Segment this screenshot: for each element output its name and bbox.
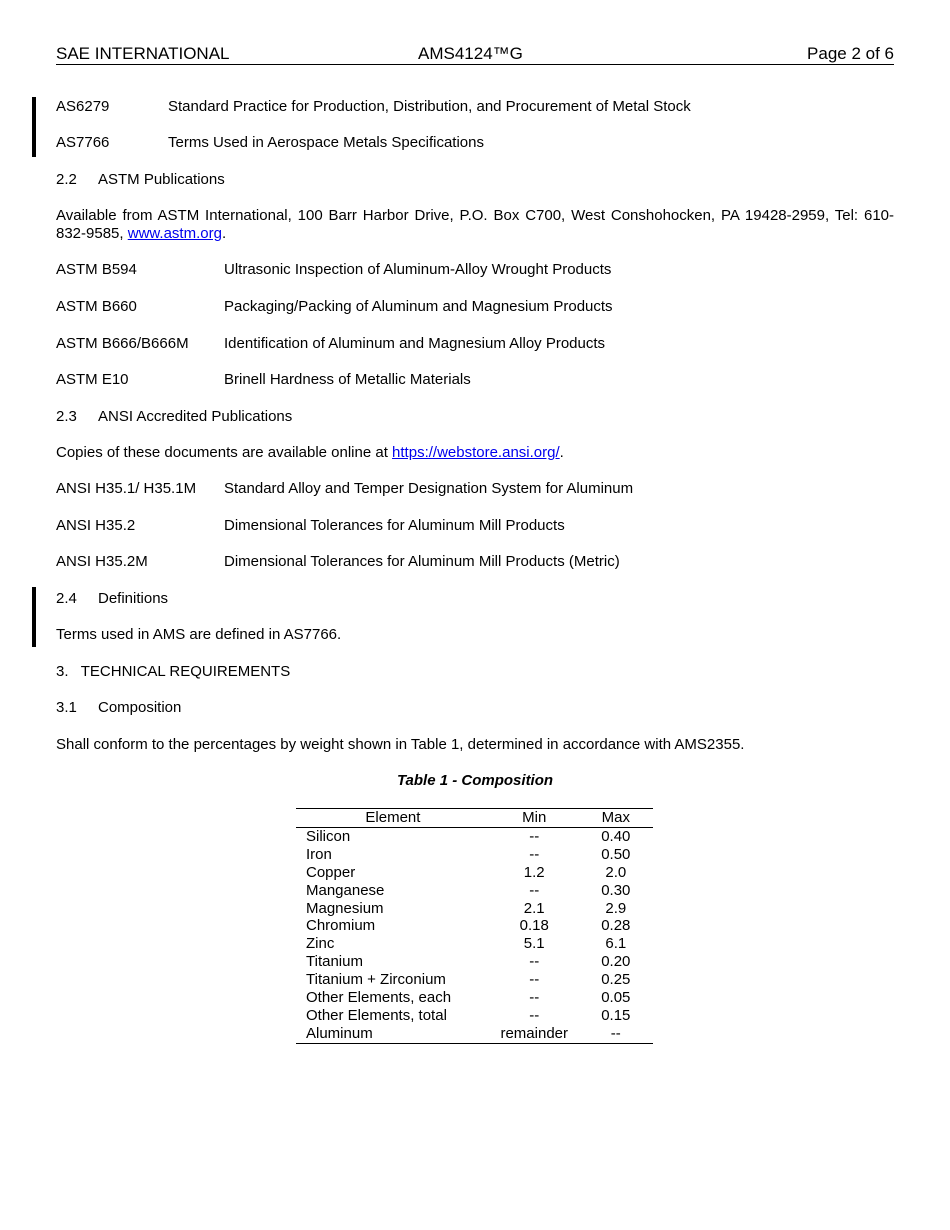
page-header (56, 44, 894, 65)
section-title: ASTM Publications (98, 171, 225, 188)
change-bar (32, 587, 36, 647)
punctuation: . (221, 225, 227, 242)
punctuation: . (559, 444, 564, 461)
table-row (296, 1025, 653, 1043)
cell-min: -- (529, 989, 540, 1007)
section-number: 2.4 (56, 590, 77, 607)
section-title: Composition (98, 699, 182, 716)
table-row (296, 989, 653, 1007)
ref-code: ANSI H35.2 (56, 517, 136, 534)
cell-max: 2.9 (605, 899, 627, 917)
cell-element: Copper (306, 863, 356, 881)
paragraph-text: Copies of these documents are available online at (56, 444, 393, 461)
cell-element: Chromium (306, 917, 376, 935)
cell-element: Other Elements, total (306, 1006, 447, 1024)
ref-title: Identification of Aluminum and Magnesium Alloy Products (224, 335, 606, 352)
ref-title: Packaging/Packing of Aluminum and Magnesium Products (224, 298, 613, 315)
ref-code: AS6279 (56, 98, 110, 115)
cell-max: 0.25 (601, 971, 631, 989)
cell-max: 0.15 (601, 1006, 631, 1024)
cell-element: Other Elements, each (306, 989, 452, 1007)
composition-table (296, 808, 653, 1044)
cell-max: 0.28 (601, 917, 631, 935)
header-org: SAE INTERNATIONAL (56, 44, 230, 63)
ref-code: ASTM B660 (56, 298, 137, 315)
table-row (296, 900, 653, 918)
ref-title: Ultrasonic Inspection of Aluminum-Alloy Wrought Products (224, 261, 612, 278)
cell-element: Silicon (306, 827, 351, 845)
table-row (296, 827, 653, 845)
cell-max: 0.05 (601, 989, 631, 1007)
cell-max: 6.1 (605, 935, 627, 953)
table-row (296, 1007, 653, 1025)
ref-title: Dimensional Tolerances for Aluminum Mill Products (Metric) (224, 553, 620, 570)
table-row (296, 846, 653, 864)
cell-max: 0.30 (601, 881, 631, 899)
cell-element: Iron (306, 845, 332, 863)
cell-element: Zinc (306, 935, 335, 953)
cell-max: 0.40 (601, 827, 631, 845)
cell-min: -- (529, 953, 540, 971)
section-number: 2.2 (56, 171, 77, 188)
ref-title: Brinell Hardness of Metallic Materials (224, 371, 471, 388)
section-number: 3.1 (56, 699, 77, 716)
cell-max: -- (579, 1025, 653, 1043)
cell-max: 2.0 (605, 863, 627, 881)
ref-title: Standard Alloy and Temper Designation System for Aluminum (224, 480, 634, 497)
cell-element: Titanium + Zirconium (306, 971, 446, 989)
table-row (296, 882, 653, 900)
header-doc-number: AMS4124™G (418, 44, 523, 63)
section-number: 2.3 (56, 408, 77, 425)
ansi-webstore-link[interactable]: https://webstore.ansi.org/ (392, 444, 560, 461)
ref-title: Standard Practice for Production, Distribution, and Procurement of Metal Stock (168, 98, 691, 115)
column-header-element: Element (296, 809, 490, 828)
cell-min: 1.2 (523, 863, 545, 881)
cell-min: -- (529, 971, 540, 989)
ref-code: AS7766 (56, 134, 110, 151)
section-heading-3: 3. TECHNICAL REQUIREMENTS (56, 663, 291, 680)
astm-website-link[interactable]: www.astm.org (127, 225, 222, 242)
column-header-min: Min (490, 809, 579, 828)
cell-min: -- (529, 845, 540, 863)
table-row (296, 971, 653, 989)
ref-code: ANSI H35.2M (56, 553, 148, 570)
table-row (296, 935, 653, 953)
cell-min: 5.1 (523, 935, 545, 953)
cell-element: Magnesium (306, 899, 384, 917)
cell-min: 0.18 (519, 917, 549, 935)
column-header-max: Max (579, 809, 653, 828)
ref-code: ANSI H35.1/ H35.1M (56, 480, 197, 497)
table-header-row (296, 809, 653, 828)
ref-code: ASTM E10 (56, 371, 129, 388)
ref-title: Dimensional Tolerances for Aluminum Mill Products (224, 517, 565, 534)
ref-code: ASTM B666/B666M (56, 335, 189, 352)
astm-availability-paragraph (56, 207, 894, 243)
cell-max: 0.20 (601, 953, 631, 971)
ref-title: Terms Used in Aerospace Metals Specifications (168, 134, 484, 151)
header-page-number: Page 2 of 6 (807, 44, 894, 63)
ref-code: ASTM B594 (56, 261, 137, 278)
section-title: Definitions (98, 590, 169, 607)
table-row (296, 953, 653, 971)
table-row (296, 864, 653, 882)
section-title: ANSI Accredited Publications (98, 408, 293, 425)
cell-min: 2.1 (523, 899, 545, 917)
cell-element: Aluminum (296, 1025, 490, 1043)
table-row (296, 917, 653, 935)
cell-element: Manganese (306, 881, 385, 899)
composition-paragraph: Shall conform to the percentages by weight shown in Table 1, determined in accordance with AMS2355. (56, 736, 745, 753)
paragraph-text: Available from ASTM International, 100 Barr Harbor Drive, P.O. Box C700, West Conshohocken, PA 19428-2959, Tel: 610-832-9585, (56, 207, 894, 242)
cell-max: 0.50 (601, 845, 631, 863)
cell-element: Titanium (306, 953, 363, 971)
definitions-paragraph: Terms used in AMS are defined in AS7766. (56, 626, 342, 643)
ansi-availability-paragraph (56, 444, 564, 462)
cell-min: -- (529, 881, 540, 899)
change-bar (32, 97, 36, 157)
cell-min: -- (529, 1006, 540, 1024)
cell-min: -- (529, 827, 540, 845)
table-caption: Table 1 - Composition (396, 772, 554, 789)
cell-min: remainder (490, 1025, 579, 1043)
